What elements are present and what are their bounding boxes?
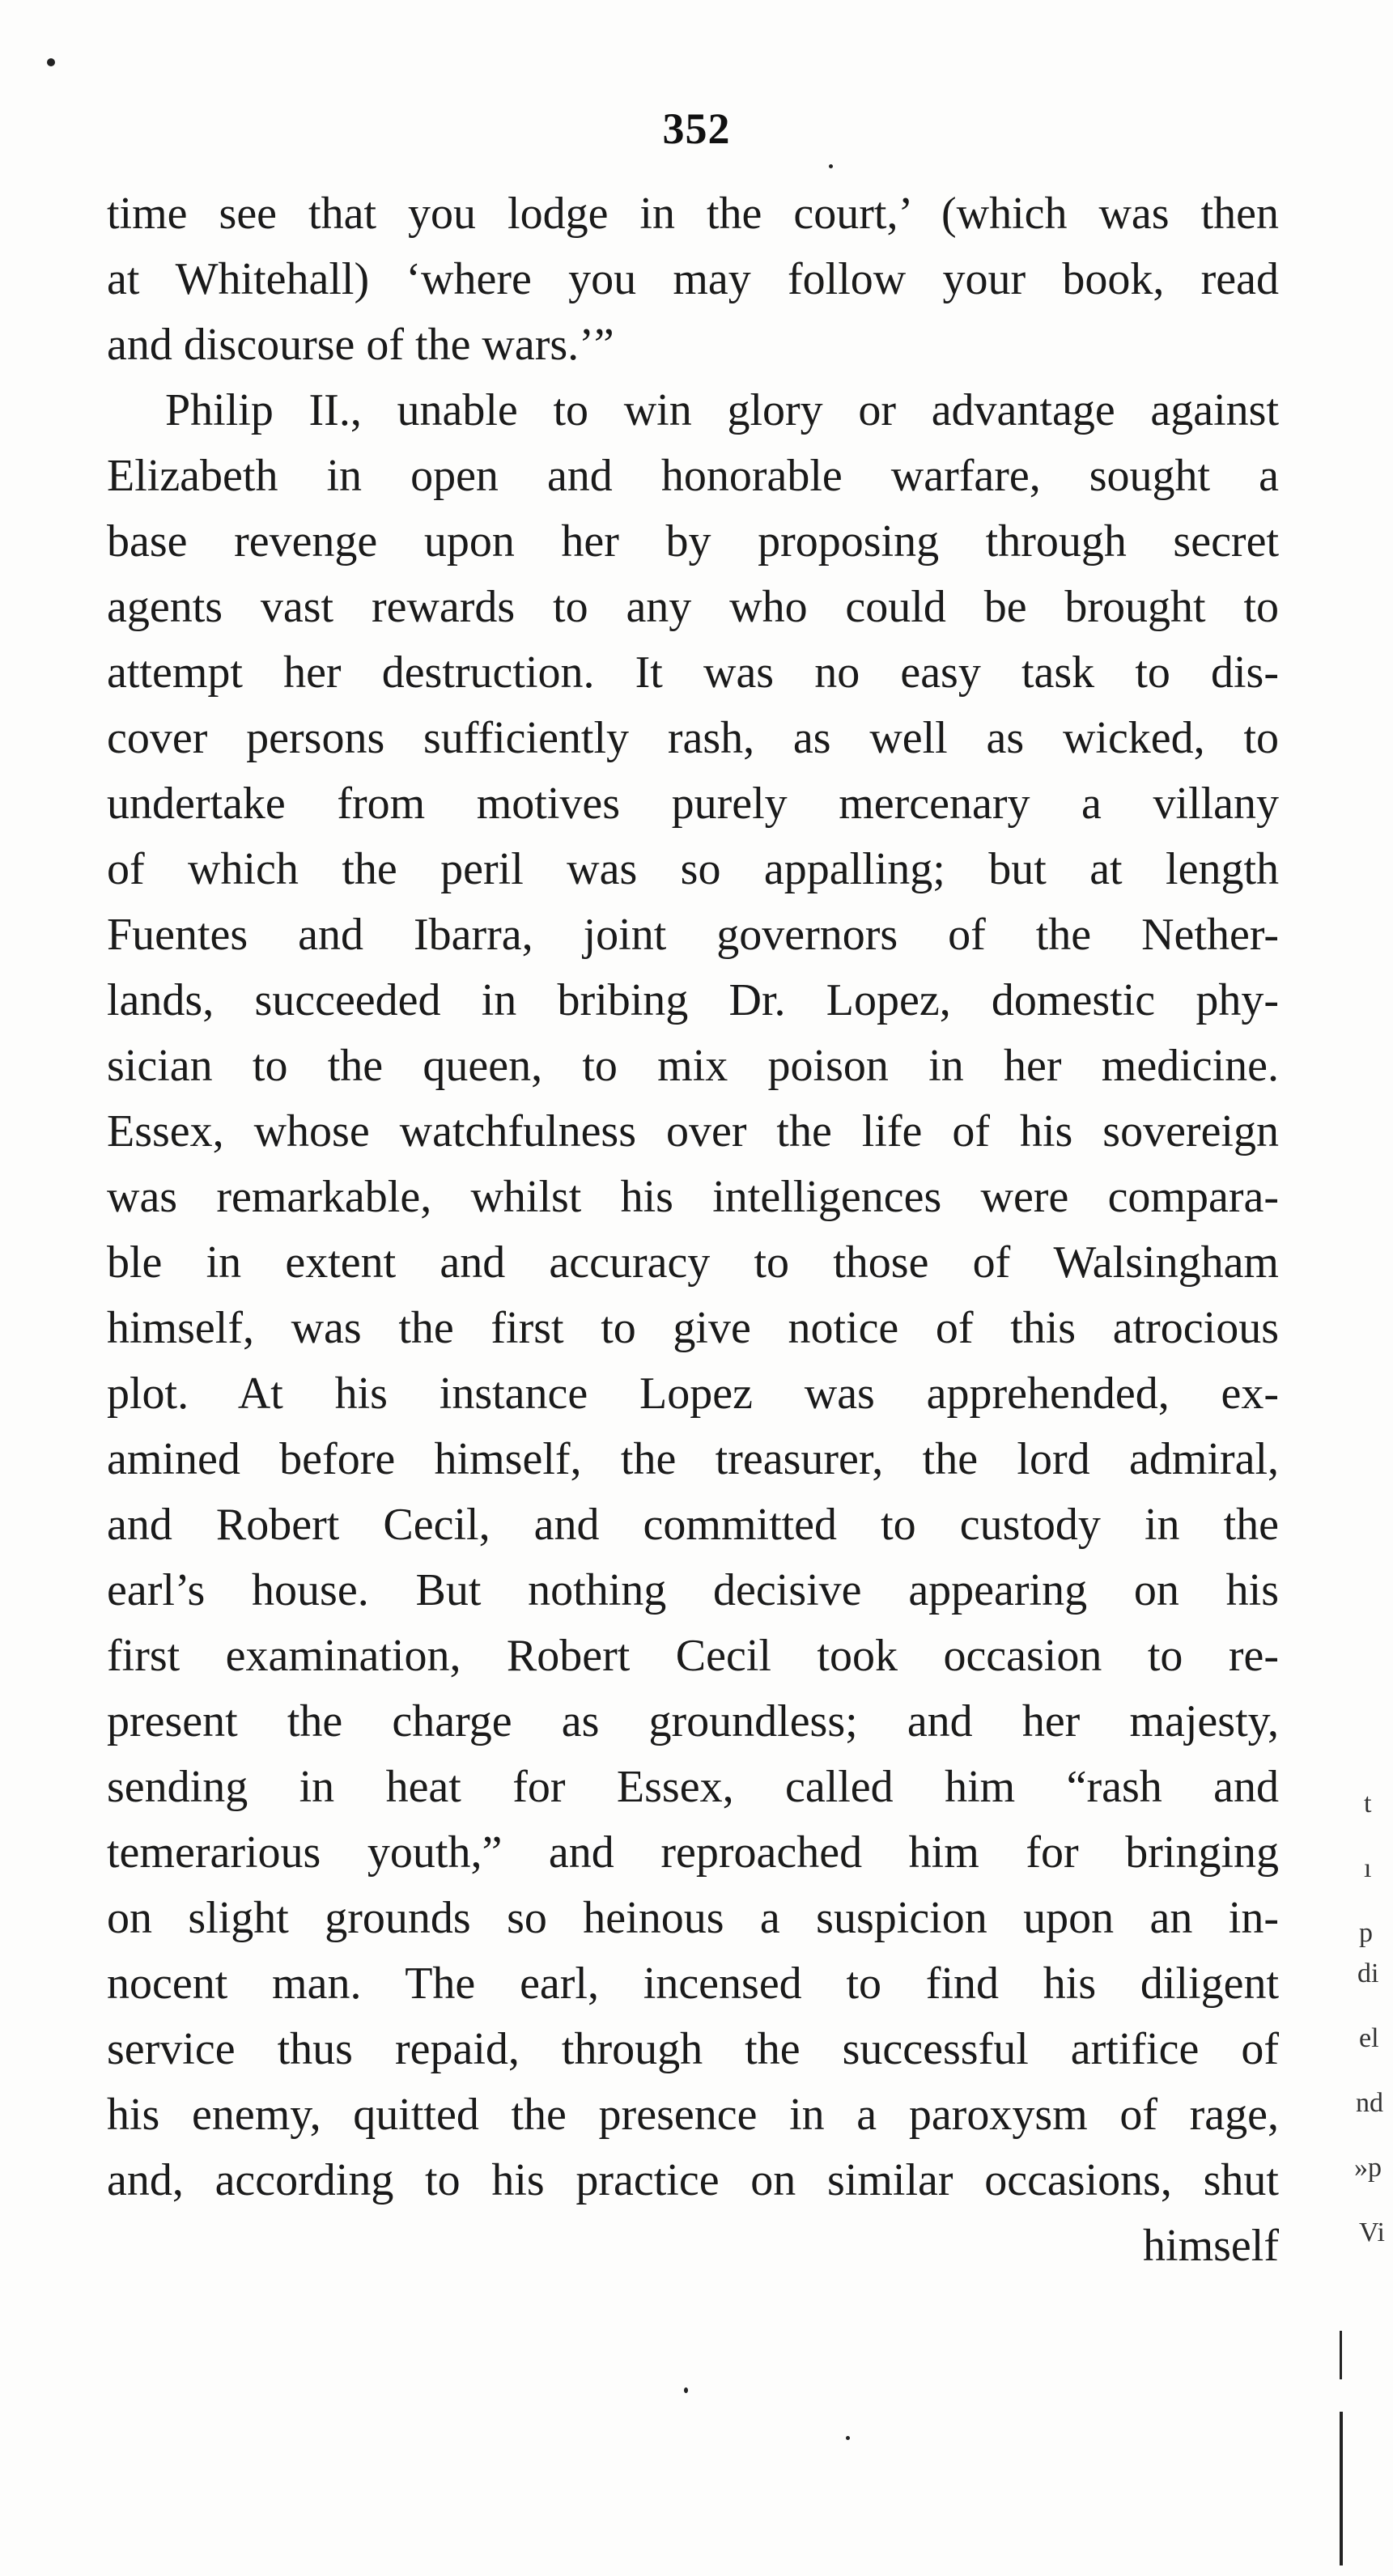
- text-line: Philip II., unable to win glory or advantage against: [165, 385, 1279, 435]
- margin-fragment: Vi: [1359, 2217, 1385, 2247]
- text-line: first examination, Robert Cecil took occasion to re-: [107, 1631, 1279, 1681]
- margin-fragment: p: [1359, 1918, 1373, 1948]
- text-line: amined before himself, the treasurer, the lord admiral,: [107, 1434, 1279, 1484]
- text-line: time see that you lodge in the court,’ (which was then: [107, 189, 1279, 239]
- body-text: [107, 181, 1279, 2279]
- text-line: undertake from motives purely mercenary a villany: [107, 779, 1279, 829]
- text-line: and discourse of the wars.’”: [107, 320, 614, 370]
- text-line: on slight grounds so heinous a suspicion upon an in-: [107, 1893, 1279, 1943]
- text-line: of which the peril was so appalling; but at length: [107, 844, 1279, 894]
- text-line: Fuentes and Ibarra, joint governors of the Nether-: [107, 910, 1279, 960]
- text-line: present the charge as groundless; and her majesty,: [107, 1696, 1279, 1746]
- margin-fragment: t: [1364, 1789, 1372, 1818]
- text-line: attempt her destruction. It was no easy task to dis-: [107, 647, 1279, 698]
- ink-speck: [47, 58, 55, 66]
- page-number: 352: [662, 104, 731, 153]
- text-line: cover persons sufficiently rash, as well as wicked, to: [107, 713, 1279, 763]
- margin-fragment: el: [1359, 2023, 1379, 2053]
- text-line: and, according to his practice on similar occasions, shut: [107, 2155, 1279, 2205]
- text-line: his enemy, quitted the presence in a paroxysm of rage,: [107, 2090, 1279, 2140]
- text-line: nocent man. The earl, incensed to find his diligent: [107, 1959, 1279, 2009]
- margin-fragment: nd: [1356, 2088, 1383, 2118]
- text-line: plot. At his instance Lopez was apprehended, ex-: [107, 1369, 1279, 1419]
- margin-fragment: di: [1357, 1959, 1379, 1988]
- ink-speck: [684, 2387, 688, 2393]
- text-line: Elizabeth in open and honorable warfare, sought a: [107, 451, 1279, 501]
- text-line: agents vast rewards to any who could be brought to: [107, 582, 1279, 632]
- text-line: temerarious youth,” and reproached him for bringing: [107, 1827, 1279, 1878]
- margin-fragment: »p: [1354, 2153, 1382, 2183]
- text-line: base revenge upon her by proposing through secret: [107, 516, 1279, 567]
- text-line: service thus repaid, through the successful artifice of: [107, 2024, 1279, 2074]
- text-line: ble in extent and accuracy to those of Walsingham: [107, 1237, 1279, 1288]
- text-line: sician to the queen, to mix poison in her medicine.: [107, 1041, 1279, 1091]
- text-line: earl’s house. But nothing decisive appearing on his: [107, 1565, 1279, 1615]
- text-line: was remarkable, whilst his intelligences were compara-: [107, 1172, 1279, 1222]
- page-edge-line: [1340, 2412, 1343, 2565]
- page-edge-mark: [1340, 2331, 1342, 2379]
- ink-speck: [846, 2436, 850, 2440]
- text-line: Essex, whose watchfulness over the life of his sovereign: [107, 1106, 1279, 1156]
- text-line: at Whitehall) ‘where you may follow your book, read: [107, 254, 1279, 304]
- ink-speck: [829, 164, 833, 168]
- text-line: sending in heat for Essex, called him “rash and: [107, 1762, 1279, 1812]
- text-line: himself, was the first to give notice of this atrocious: [107, 1303, 1279, 1353]
- text-line: and Robert Cecil, and committed to custody in the: [107, 1500, 1279, 1550]
- margin-fragment: ı: [1364, 1853, 1372, 1883]
- catchword: himself: [1143, 2221, 1279, 2271]
- text-line: lands, succeeded in bribing Dr. Lopez, domestic phy-: [107, 975, 1279, 1025]
